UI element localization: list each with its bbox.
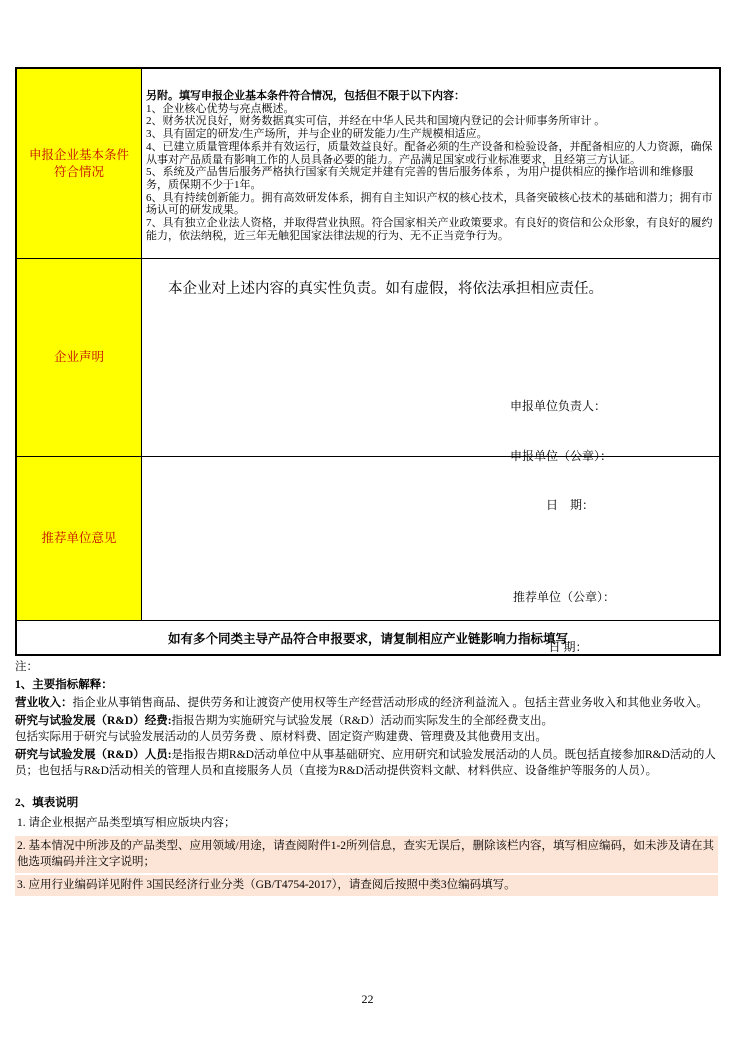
- definition-revenue: [15, 695, 718, 711]
- basic-condition-item: 6、具有持续创新能力。拥有高效研发体系，拥有自主知识产权的核心技术，具备突破核心技术的基础和潜力；拥有市场认可的研发成果。: [146, 191, 713, 217]
- enterprise-declaration-label: 企业声明: [17, 259, 142, 456]
- sign-line-person: 申报单位负责人：: [510, 399, 607, 413]
- sign-line-date: 日 期：: [548, 639, 588, 654]
- basic-conditions-label: 申报企业基本条件符合情况: [17, 69, 142, 258]
- instruction-item-highlighted: 3. 应用行业编码详见附件 3国民经济行业分类（GB/T4754-2017），请查阅后按照中类3位编码填写。: [15, 875, 718, 896]
- definition-desc: 指报告期为实施研究与试验发展（R&D）活动而实际发生的全部经费支出。: [171, 715, 553, 727]
- definition-term: 研究与试验发展（R&D）经费:: [15, 715, 172, 727]
- basic-condition-item: 7、具有独立企业法人资格，并取得营业执照。符合国家相关产业政策要求。有良好的资信和公众形象，有良好的履约能力，依法纳税，近三年无触犯国家法律法规的行为、无不正当竞争行为。: [146, 217, 713, 242]
- definition-desc: 指企业从事销售商品、提供劳务和让渡资产使用权等生产经营活动形成的经济利益流入 。包括主营业务收入和其他业务收入。: [72, 697, 708, 709]
- basic-conditions-intro: 另附。填写申报企业基本条件符合情况，包括但不限于以下内容：: [146, 90, 465, 102]
- recommend-opinion-label: 推荐单位意见: [17, 457, 142, 620]
- instruction-item: 1. 请企业根据产品类型填写相应版块内容；: [17, 817, 236, 829]
- row-enterprise-declaration: [17, 259, 719, 512]
- definition-rd-personnel: [15, 747, 718, 779]
- section1-title: 1、主要指标解释：: [15, 679, 113, 691]
- basic-condition-item: 5、系统及产品售后服务严格执行国家有关规定并建有完善的售后服务体系 ，为用户提供相应的操作培训和维修服务，质保期不少于1年。: [146, 166, 694, 191]
- notes-section: [15, 659, 718, 898]
- declaration-statement: 本企业对上述内容的真实性负责。如有虚假，将依法承担相应责任。: [168, 281, 603, 297]
- section-gap: [15, 781, 718, 795]
- sign-line-date: 日 期：: [545, 498, 594, 512]
- definition-rd-expense: [15, 713, 718, 745]
- basic-condition-item: 4、已建立质量管理体系并有效运行，质量效益良好。配备必须的生产设备和检验设备，并配备相应的人力资源，确保从事对产品质量有影响工作的人员具备必要的能力。产品满足国家或行业标准要求，且经第三方认证。: [146, 140, 713, 166]
- notes-title: 注：: [15, 661, 38, 673]
- definition-desc-cont: 包括实际用于研究与试验发展活动的人员劳务费 、原材料费、固定资产购建费、管理费及其他费用支出。: [15, 731, 547, 743]
- page-number: 22: [361, 992, 374, 1006]
- definition-desc: 是指报告期R&D活动单位中从事基础研究、应用研究和试验发展活动的人员。既包括直接参加R&D活动的人员；也包括与R&D活动相关的管理人员和直接服务人员（直接为R&D活动提供资料文献、材料供应、设备维护等服务的人员）。: [15, 749, 716, 777]
- enterprise-declaration-content: [142, 259, 719, 512]
- instruction-item-highlighted: 2. 基本情况中所涉及的产品类型、应用领域/用途，请查阅附件1-2所列信息，查实无误后，删除该栏内容，填写相应编码，如未涉及请在其他选项编码并注文字说明；: [15, 836, 718, 873]
- sign-line-org: 申报单位（公章）：: [510, 448, 613, 463]
- section2-title: 2、填表说明: [15, 797, 79, 809]
- definition-term: 研究与试验发展（R&D）人员:: [15, 749, 172, 761]
- application-form-table: [15, 67, 721, 656]
- basic-condition-item: 2、财务状况良好，财务数据真实可信，并经在中华人民共和国境内登记的会计师事务所审计 。: [146, 115, 606, 128]
- basic-condition-item: 3、具有固定的研发/生产场所，并与企业的研发能力/生产规模相适应。: [146, 128, 488, 141]
- sign-line-org: 推荐单位（公章）：: [513, 590, 616, 604]
- basic-condition-item: 1、企业核心优势与亮点概述。: [146, 102, 295, 115]
- row-basic-conditions: [17, 69, 719, 259]
- table-footnote-text: 如有多个同类主导产品符合申报要求，请复制相应产业链影响力指标填写: [167, 631, 568, 646]
- definition-term: 营业收入：: [15, 697, 73, 709]
- basic-conditions-content: [142, 69, 719, 258]
